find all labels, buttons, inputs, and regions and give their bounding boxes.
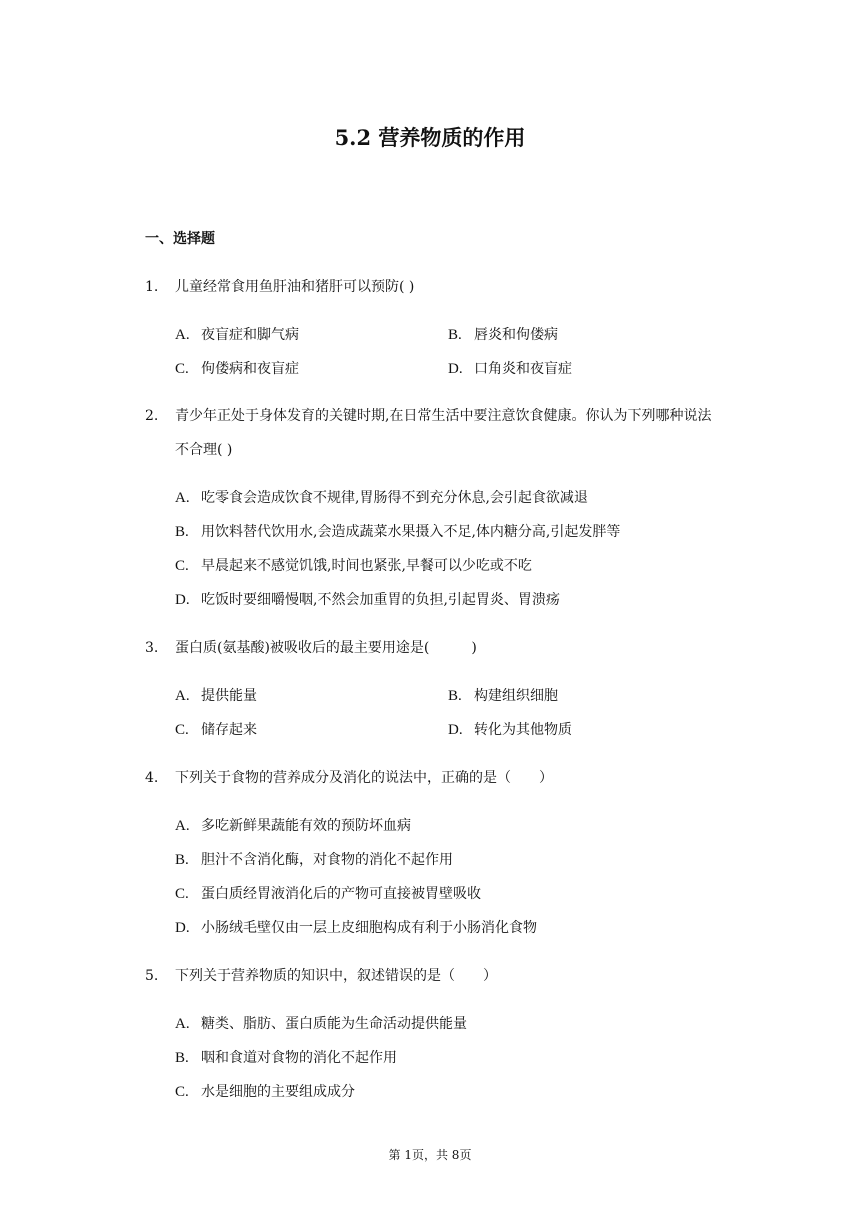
option-b: B. 用饮料替代饮用水,会造成蔬菜水果摄入不足,体内糖分高,引起发胖等 bbox=[175, 524, 621, 540]
option-d: D. 吃饭时要细嚼慢咽,不然会加重胃的负担,引起胃炎、胃溃疡 bbox=[175, 592, 560, 608]
option-a: A. 夜盲症和脚气病 bbox=[175, 327, 299, 343]
question-2 bbox=[145, 399, 725, 467]
option-c: C. 水是细胞的主要组成成分 bbox=[175, 1084, 355, 1100]
option-c: C. 佝偻病和夜盲症 bbox=[175, 361, 299, 377]
question-4 bbox=[145, 761, 725, 795]
option-a: A. 吃零食会造成饮食不规律,胃肠得不到充分休息,会引起食欲减退 bbox=[175, 490, 588, 506]
option-b: B. 构建组织细胞 bbox=[448, 688, 558, 704]
question-number: 5. bbox=[145, 968, 159, 984]
question-text: 青少年正处于身体发育的关键时期,在日常生活中要注意饮食健康。你认为下列哪种说法不合理( ) bbox=[175, 408, 712, 458]
question-number: 1. bbox=[145, 279, 159, 295]
question-3 bbox=[145, 631, 725, 665]
question-text: 下列关于营养物质的知识中，叙述错误的是（ ） bbox=[175, 968, 497, 984]
option-b: B. 咽和食道对食物的消化不起作用 bbox=[175, 1050, 397, 1066]
option-c: C. 早晨起来不感觉饥饿,时间也紧张,早餐可以少吃或不吃 bbox=[175, 558, 532, 574]
option-a: A. 糖类、脂肪、蛋白质能为生命活动提供能量 bbox=[175, 1016, 467, 1032]
section-heading: 一、选择题 bbox=[145, 231, 215, 247]
option-d: D. 转化为其他物质 bbox=[448, 722, 572, 738]
option-c: C. 蛋白质经胃液消化后的产物可直接被胃壁吸收 bbox=[175, 886, 481, 902]
question-number: 3. bbox=[145, 640, 159, 656]
question-1 bbox=[145, 270, 725, 304]
question-number: 4. bbox=[145, 770, 159, 786]
option-d: D. 小肠绒毛壁仅由一层上皮细胞构成有利于小肠消化食物 bbox=[175, 920, 537, 936]
option-a: A. 多吃新鲜果蔬能有效的预防坏血病 bbox=[175, 818, 411, 834]
question-text: 下列关于食物的营养成分及消化的说法中，正确的是（ ） bbox=[175, 770, 553, 786]
option-d: D. 口角炎和夜盲症 bbox=[448, 361, 572, 377]
question-5 bbox=[145, 959, 725, 993]
option-b: B. 唇炎和佝偻病 bbox=[448, 327, 558, 343]
question-number: 2. bbox=[145, 408, 159, 424]
option-a: A. 提供能量 bbox=[175, 688, 257, 704]
option-b: B. 胆汁不含消化酶，对食物的消化不起作用 bbox=[175, 852, 453, 868]
question-text: 儿童经常食用鱼肝油和猪肝可以预防( ) bbox=[175, 279, 415, 295]
question-text: 蛋白质(氨基酸)被吸收后的最主要用途是( ) bbox=[175, 640, 477, 656]
page-footer: 第 1页，共 8页 bbox=[388, 1148, 472, 1162]
page-title: 5.2 营养物质的作用 bbox=[334, 125, 526, 150]
option-c: C. 储存起来 bbox=[175, 722, 257, 738]
